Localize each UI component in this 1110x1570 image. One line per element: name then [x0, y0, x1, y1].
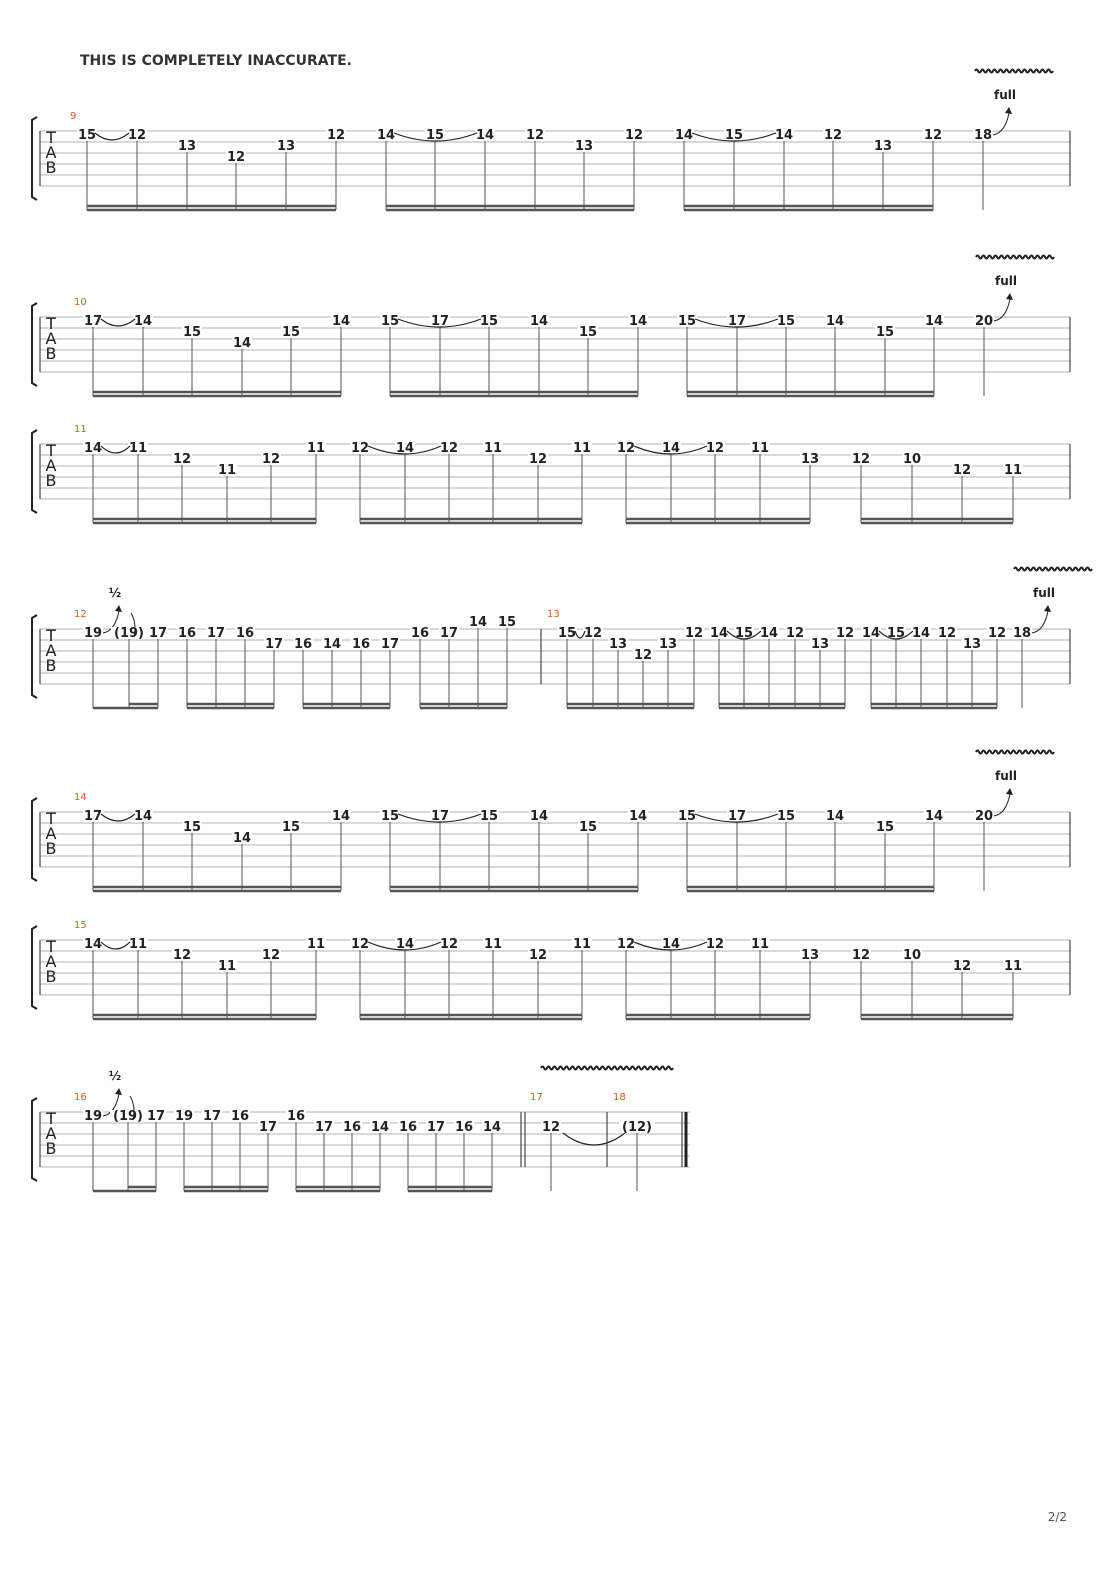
fret-number: 10	[902, 452, 922, 467]
fret-number: 15	[875, 325, 895, 340]
fret-number: 15	[479, 314, 499, 329]
tab-clef-letter: T	[46, 441, 56, 460]
bend-amount: full	[995, 274, 1017, 288]
fret-number: 15	[875, 820, 895, 835]
fret-number: 14	[674, 128, 694, 143]
fret-number: 15	[734, 626, 754, 641]
tab-system	[32, 256, 1070, 397]
fret-number: 11	[217, 463, 237, 478]
fret-number: 12	[624, 128, 644, 143]
vibrato-mark	[976, 256, 1054, 259]
staff-bracket	[32, 303, 37, 386]
fret-number: 17	[148, 626, 168, 641]
tab-system	[32, 920, 1070, 1019]
fret-number: 15	[776, 314, 796, 329]
tab-clef-letter: B	[45, 656, 57, 675]
fret-number: 12	[541, 1120, 561, 1135]
fret-number: 14	[322, 637, 342, 652]
fret-number: 11	[1003, 463, 1023, 478]
fret-number: 15	[677, 314, 697, 329]
measure-number: 17	[530, 1092, 543, 1103]
fret-number: 15	[578, 325, 598, 340]
tab-clef-letter: A	[45, 329, 57, 348]
measure-number: 9	[70, 111, 77, 122]
fret-number: 10	[902, 948, 922, 963]
fret-number: 12	[923, 128, 943, 143]
fret-number: 17	[206, 626, 226, 641]
fret-number: 14	[232, 831, 252, 846]
fret-number: 12	[172, 948, 192, 963]
fret-number: 12	[127, 128, 147, 143]
fret-number: 15	[425, 128, 445, 143]
fret-number: 12	[705, 937, 725, 952]
fret-number: 14	[331, 809, 351, 824]
fret-number: 14	[911, 626, 931, 641]
fret-number: 17	[727, 314, 747, 329]
fret-number: 12	[684, 626, 704, 641]
fret-number: 13	[873, 139, 893, 154]
fret-number: 12	[525, 128, 545, 143]
measure-number: 14	[74, 792, 87, 803]
fret-number: 14	[475, 128, 495, 143]
fret-number: 16	[286, 1109, 306, 1124]
fret-number: 19	[174, 1109, 194, 1124]
fret-number: 15	[497, 615, 517, 630]
fret-number: 14	[395, 937, 415, 952]
fret-number: 15	[677, 809, 697, 824]
fret-number: 14	[759, 626, 779, 641]
fret-number: 12	[851, 948, 871, 963]
bend-arrowhead	[1006, 788, 1013, 795]
bend-arrow	[1032, 611, 1048, 633]
fret-number: (19)	[113, 1109, 143, 1124]
measure-number: 12	[74, 609, 87, 620]
fret-number: 14	[468, 615, 488, 630]
bend-arrow	[994, 794, 1010, 816]
fret-number: 11	[128, 937, 148, 952]
fret-number: 14	[924, 314, 944, 329]
fret-number: 12	[851, 452, 871, 467]
fret-number: 12	[952, 959, 972, 974]
fret-number: 15	[380, 809, 400, 824]
bend-amount: ½	[108, 1069, 122, 1083]
fret-number: 17	[426, 1120, 446, 1135]
fret-number: 14	[232, 336, 252, 351]
fret-number: 12	[528, 948, 548, 963]
fret-number: 14	[661, 937, 681, 952]
fret-number: 12	[350, 937, 370, 952]
fret-number: 15	[724, 128, 744, 143]
fret-number: 15	[776, 809, 796, 824]
tab-clef-letter: T	[46, 314, 56, 333]
bend-arrowhead	[115, 605, 122, 612]
fret-number: 17	[146, 1109, 166, 1124]
fret-number: 17	[83, 809, 103, 824]
fret-number: 11	[128, 441, 148, 456]
tab-system	[32, 424, 1070, 523]
fret-number: 18	[973, 128, 993, 143]
fret-number: 16	[293, 637, 313, 652]
fret-number: 11	[1003, 959, 1023, 974]
fret-number: 14	[628, 314, 648, 329]
fret-number: 13	[658, 637, 678, 652]
fret-number: 18	[1012, 626, 1032, 641]
tab-clef-letter: T	[46, 1109, 56, 1128]
fret-number: 11	[750, 441, 770, 456]
fret-number: 17	[314, 1120, 334, 1135]
fret-number: 12	[616, 441, 636, 456]
fret-number: 13	[608, 637, 628, 652]
fret-number: 17	[264, 637, 284, 652]
fret-number: 12	[583, 626, 603, 641]
fret-number: 12	[528, 452, 548, 467]
tab-clef-letter: A	[45, 641, 57, 660]
fret-number: 12	[616, 937, 636, 952]
fret-number: 12	[835, 626, 855, 641]
fret-number: 12	[705, 441, 725, 456]
slur	[101, 942, 130, 949]
fret-number: 17	[727, 809, 747, 824]
measure-number: 16	[74, 1092, 87, 1103]
fret-number: 11	[572, 937, 592, 952]
fret-number: 14	[825, 314, 845, 329]
tab-system	[32, 1069, 690, 1191]
measure-number: 11	[74, 424, 87, 435]
tab-clef-letter: A	[45, 1124, 57, 1143]
fret-number: 14	[529, 314, 549, 329]
fret-number: 11	[572, 441, 592, 456]
fret-number: 14	[529, 809, 549, 824]
fret-number: 14	[482, 1120, 502, 1135]
fret-number: 15	[182, 325, 202, 340]
fret-number: 20	[974, 809, 994, 824]
fret-number: 16	[454, 1120, 474, 1135]
measure-number: 10	[74, 297, 87, 308]
staff-bracket	[32, 117, 37, 200]
staff-bracket	[32, 1098, 37, 1181]
fret-number: 12	[633, 648, 653, 663]
tab-clef-letter: A	[45, 952, 57, 971]
fret-number: 16	[410, 626, 430, 641]
staff-bracket	[32, 430, 37, 513]
fret-number: 12	[261, 452, 281, 467]
fret-number: 12	[952, 463, 972, 478]
tab-system	[32, 70, 1070, 211]
fret-number: 14	[924, 809, 944, 824]
tab-clef-letter: A	[45, 143, 57, 162]
bend-arrowhead	[1006, 293, 1013, 300]
fret-number: 19	[83, 1109, 103, 1124]
fret-number: 12	[326, 128, 346, 143]
fret-number: 14	[628, 809, 648, 824]
fret-number: 17	[430, 314, 450, 329]
slur	[95, 133, 129, 140]
tab-clef-letter: B	[45, 839, 57, 858]
tab-clef-letter: T	[46, 128, 56, 147]
fret-number: 12	[226, 150, 246, 165]
fret-number: 16	[177, 626, 197, 641]
fret-number: 13	[800, 452, 820, 467]
fret-number: 11	[306, 441, 326, 456]
tab-system	[32, 751, 1070, 892]
tab-clef-letter: B	[45, 967, 57, 986]
fret-number: 19	[83, 626, 103, 641]
fret-number: 13	[177, 139, 197, 154]
fret-number: 17	[202, 1109, 222, 1124]
vibrato-mark	[1014, 568, 1092, 571]
measure-number: 15	[74, 920, 87, 931]
fret-number: 15	[77, 128, 97, 143]
fret-number: 14	[370, 1120, 390, 1135]
fret-number: 13	[276, 139, 296, 154]
bend-amount: full	[1033, 586, 1055, 600]
fret-number: 14	[376, 128, 396, 143]
fret-number: 12	[823, 128, 843, 143]
tab-clef-letter: T	[46, 809, 56, 828]
fret-number: 13	[810, 637, 830, 652]
tab-clef-letter: A	[45, 824, 57, 843]
fret-number: 15	[281, 820, 301, 835]
fret-number: 12	[987, 626, 1007, 641]
vibrato-mark	[975, 70, 1053, 73]
fret-number: 17	[83, 314, 103, 329]
fret-number: (12)	[622, 1120, 652, 1135]
bend-arrow	[993, 113, 1009, 135]
bend-arrowhead	[1044, 605, 1051, 612]
slur	[101, 319, 135, 326]
tab-system	[32, 568, 1092, 709]
fret-number: 11	[483, 937, 503, 952]
fret-number: 11	[306, 937, 326, 952]
fret-number: 12	[937, 626, 957, 641]
fret-number: 12	[172, 452, 192, 467]
fret-number: 17	[439, 626, 459, 641]
bend-amount: ½	[108, 586, 122, 600]
tab-clef-letter: T	[46, 937, 56, 956]
fret-number: 14	[133, 314, 153, 329]
staff-bracket	[32, 798, 37, 881]
fret-number: 14	[661, 441, 681, 456]
fret-number: 11	[217, 959, 237, 974]
fret-number: 12	[439, 441, 459, 456]
fret-number: 13	[800, 948, 820, 963]
fret-number: 15	[281, 325, 301, 340]
fret-number: 16	[351, 637, 371, 652]
fret-number: 14	[331, 314, 351, 329]
tab-clef-letter: T	[46, 626, 56, 645]
fret-number: 14	[709, 626, 729, 641]
fret-number: 14	[825, 809, 845, 824]
fret-number: 14	[395, 441, 415, 456]
fret-number: 16	[398, 1120, 418, 1135]
fret-number: 12	[785, 626, 805, 641]
fret-number: 11	[750, 937, 770, 952]
fret-number: 14	[133, 809, 153, 824]
fret-number: 17	[258, 1120, 278, 1135]
fret-number: 11	[483, 441, 503, 456]
measure-number: 18	[613, 1092, 626, 1103]
tab-clef-letter: B	[45, 1139, 57, 1158]
vibrato-mark	[541, 1067, 673, 1070]
slur	[101, 814, 135, 821]
staff-bracket	[32, 615, 37, 698]
fret-number: 13	[962, 637, 982, 652]
bend-amount: full	[995, 769, 1017, 783]
fret-number: 17	[380, 637, 400, 652]
measure-number: 13	[547, 609, 560, 620]
fret-number: 15	[557, 626, 577, 641]
fret-number: 15	[182, 820, 202, 835]
slur	[101, 446, 130, 453]
fret-number: 16	[230, 1109, 250, 1124]
tab-clef-letter: A	[45, 456, 57, 475]
fret-number: (19)	[114, 626, 144, 641]
bend-arrowhead	[115, 1088, 122, 1095]
vibrato-mark	[976, 751, 1054, 754]
fret-number: 15	[380, 314, 400, 329]
tab-clef-letter: B	[45, 344, 57, 363]
fret-number: 16	[235, 626, 255, 641]
bend-arrow	[994, 299, 1010, 321]
fret-number: 14	[774, 128, 794, 143]
fret-number: 20	[974, 314, 994, 329]
fret-number: 15	[578, 820, 598, 835]
bend-amount: full	[994, 88, 1016, 102]
fret-number: 12	[261, 948, 281, 963]
tab-clef-letter: B	[45, 471, 57, 490]
fret-number: 12	[350, 441, 370, 456]
tab-clef-letter: B	[45, 158, 57, 177]
fret-number: 13	[574, 139, 594, 154]
fret-number: 16	[342, 1120, 362, 1135]
page-number: 2/2	[1047, 1510, 1067, 1524]
page-title: THIS IS COMPLETELY INACCURATE.	[80, 53, 352, 69]
bend-arrowhead	[1005, 107, 1012, 114]
fret-number: 12	[439, 937, 459, 952]
fret-number: 14	[861, 626, 881, 641]
tie	[563, 1133, 625, 1145]
fret-number: 14	[83, 937, 103, 952]
fret-number: 14	[83, 441, 103, 456]
fret-number: 17	[430, 809, 450, 824]
fret-number: 15	[479, 809, 499, 824]
fret-number: 15	[886, 626, 906, 641]
staff-bracket	[32, 926, 37, 1009]
